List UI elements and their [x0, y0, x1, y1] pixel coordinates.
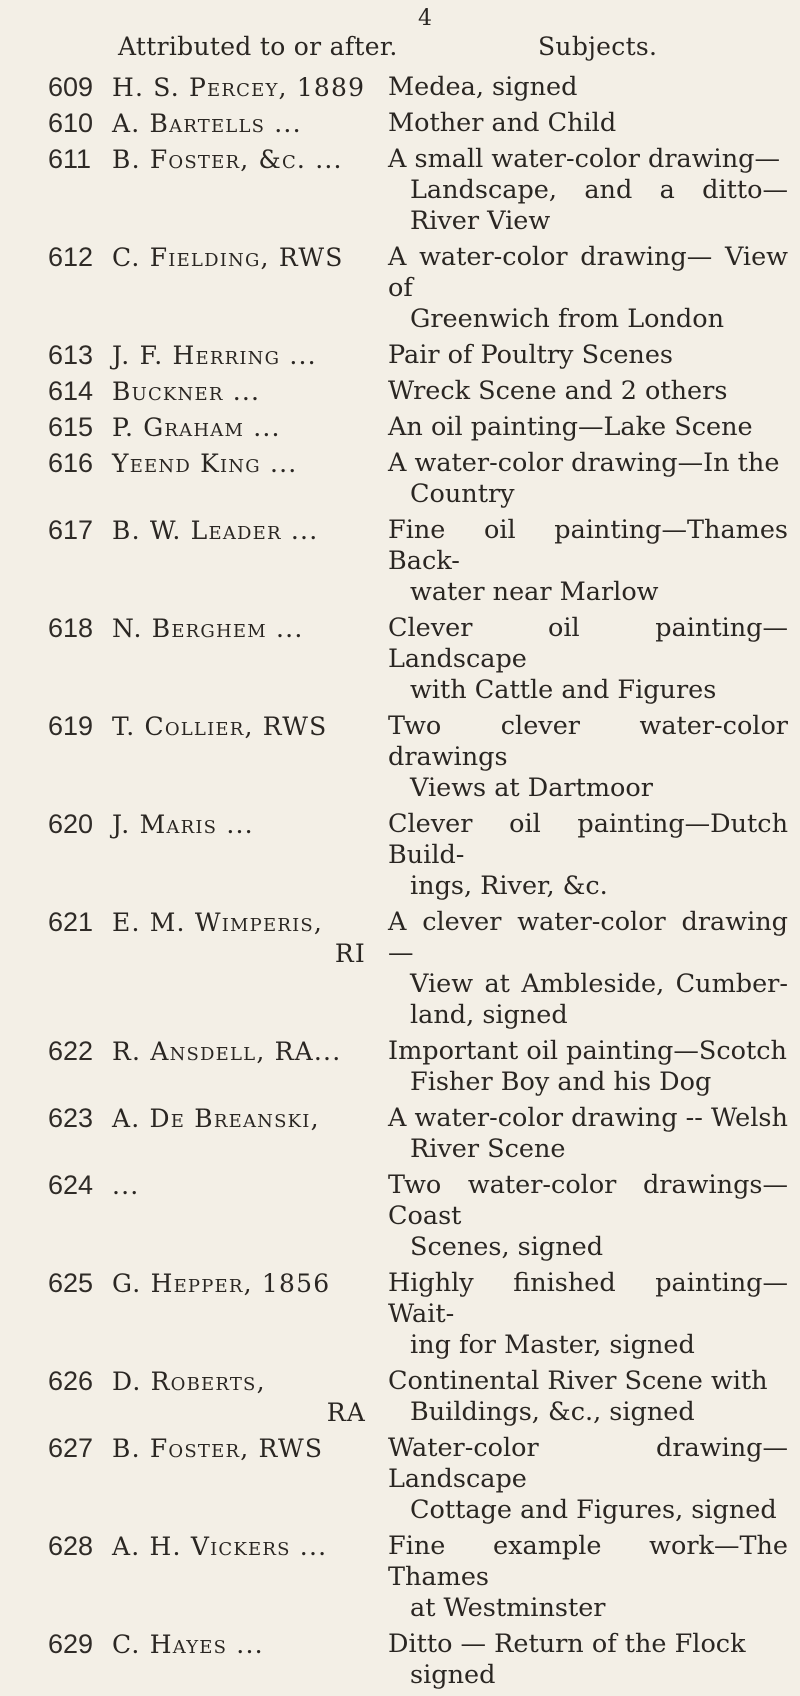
lot-subject-continuation: signed: [410, 1660, 496, 1690]
lot-entry: [0, 1366, 800, 1428]
lot-number: 622: [48, 1036, 94, 1066]
lot-subject: [388, 448, 788, 510]
lot-subject: [388, 242, 788, 335]
lot-subject: [388, 613, 788, 706]
lot-subject-line: A clever water-color drawing—: [388, 907, 788, 968]
lot-artist: [112, 613, 384, 644]
lot-subject: [388, 108, 788, 139]
lot-artist: [112, 1036, 384, 1067]
lot-entry: [0, 1036, 800, 1098]
lot-subject-line: A water-color drawing— View of: [388, 242, 788, 303]
lot-subject-continuation: Views at Dartmoor: [410, 773, 653, 803]
lot-number: 617: [48, 515, 94, 545]
lot-subject-line: Highly finished painting—Wait-: [388, 1268, 788, 1329]
lot-subject-line: A small water-color drawing—: [388, 144, 780, 174]
lot-number: 621: [48, 907, 94, 937]
lot-subject: [388, 1366, 788, 1428]
lot-subject: [388, 1170, 788, 1263]
lot-entry: [0, 242, 800, 335]
lot-number: 620: [48, 809, 94, 839]
lot-entry: [0, 1103, 800, 1165]
lot-entry: [0, 376, 800, 407]
lot-entry: [0, 1170, 800, 1263]
lot-number: 610: [48, 108, 94, 138]
lot-artist-name: J. F. Herring ...: [112, 341, 317, 370]
lot-number: 615: [48, 412, 94, 442]
lot-number: 627: [48, 1433, 94, 1463]
lot-subject: [388, 144, 788, 237]
lot-artist-name: Yeend King ...: [112, 449, 298, 478]
lot-number: 612: [48, 242, 94, 272]
lot-subject: [388, 907, 788, 1031]
lot-entry: [0, 340, 800, 371]
lot-subject-line: Two clever water-color drawings: [388, 711, 788, 772]
lot-subject-continuation: at Westminster: [410, 1593, 606, 1623]
lot-list: [0, 72, 800, 1696]
lot-subject: [388, 1103, 788, 1165]
lot-subject-continuation: Landscape, and a ditto—River View: [410, 175, 788, 236]
lot-subject: [388, 1531, 788, 1624]
lot-subject-continuation: with Cattle and Figures: [410, 675, 717, 705]
lot-artist: [112, 1366, 384, 1428]
lot-number: 613: [48, 340, 94, 370]
lot-entry: [0, 809, 800, 902]
lot-subject-continuation: Buildings, &c., signed: [410, 1397, 695, 1427]
lot-entry: [0, 515, 800, 608]
lot-artist-name: C. Hayes ...: [112, 1630, 264, 1659]
lot-artist-name: E. M. Wimperis,: [112, 908, 324, 937]
lot-artist: [112, 448, 384, 479]
lot-number: 618: [48, 613, 94, 643]
lot-subject: [388, 809, 788, 902]
lot-subject-line: Fine oil painting—Thames Back-: [388, 515, 788, 576]
lot-artist: [112, 1629, 384, 1660]
lot-number: 624: [48, 1170, 94, 1200]
lot-artist-name: H. S. Percey, 1889: [112, 73, 366, 102]
lot-subject-line: A water-color drawing -- Welsh: [388, 1103, 788, 1133]
lot-subject: [388, 340, 788, 371]
lot-artist: [112, 809, 384, 840]
lot-artist: [112, 144, 384, 175]
lot-entry: [0, 1433, 800, 1526]
lot-entry: [0, 412, 800, 443]
lot-subject: [388, 1036, 788, 1098]
lot-subject-line: Medea, signed: [388, 72, 578, 102]
lot-artist: [112, 1170, 384, 1201]
lot-subject: [388, 376, 788, 407]
lot-subject-continuation: View at Ambleside, Cumber- land, signed: [410, 969, 788, 1030]
lot-subject-line: Wreck Scene and 2 others: [388, 376, 728, 406]
column-heading-attributed: Attributed to or after.: [118, 32, 398, 61]
lot-artist-name: B. Foster, &c. ...: [112, 145, 343, 174]
lot-artist-name: A. De Breanski,: [112, 1104, 320, 1133]
lot-subject-line: Fine example work—The Thames: [388, 1531, 788, 1592]
lot-entry: [0, 907, 800, 1031]
lot-number: 611: [48, 144, 92, 174]
lot-subject-line: Two water-color drawings—Coast: [388, 1170, 788, 1231]
lot-artist-name: ...: [112, 1171, 140, 1200]
lot-entry: [0, 448, 800, 510]
lot-artist-name: J. Maris ...: [112, 810, 254, 839]
lot-subject-continuation: ing for Master, signed: [410, 1330, 695, 1360]
lot-number: 625: [48, 1268, 94, 1298]
lot-subject-line: Clever oil painting—Landscape: [388, 613, 788, 674]
lot-subject: [388, 1629, 788, 1691]
lot-artist-suffix: RA: [326, 1398, 366, 1427]
lot-subject-continuation: ings, River, &c.: [410, 871, 608, 901]
lot-subject-line: Important oil painting—Scotch: [388, 1036, 787, 1066]
lot-number: 626: [48, 1366, 94, 1396]
lot-artist: [112, 1433, 384, 1464]
lot-subject-continuation: Greenwich from London: [410, 304, 725, 334]
lot-artist: [112, 907, 384, 969]
lot-artist: [112, 340, 384, 371]
lot-artist-name: B. Foster, RWS: [112, 1434, 324, 1463]
lot-entry: [0, 108, 800, 139]
lot-artist-name: A. H. Vickers ...: [112, 1532, 328, 1561]
page-number: 4: [418, 6, 432, 31]
lot-subject-line: Continental River Scene with: [388, 1366, 768, 1396]
lot-subject: [388, 1433, 788, 1526]
lot-number: 628: [48, 1531, 94, 1561]
lot-number: 629: [48, 1629, 94, 1659]
lot-artist: [112, 515, 384, 546]
lot-artist-suffix: RI: [334, 939, 366, 968]
lot-number: 623: [48, 1103, 94, 1133]
lot-artist-name: G. Hepper, 1856: [112, 1269, 331, 1298]
lot-subject: [388, 72, 788, 103]
lot-artist-name: C. Fielding, RWS: [112, 243, 344, 272]
lot-subject: [388, 412, 788, 443]
lot-subject: [388, 711, 788, 804]
lot-artist: [112, 1103, 384, 1134]
lot-artist: [112, 1531, 384, 1562]
lot-subject-continuation: Fisher Boy and his Dog: [410, 1067, 712, 1097]
lot-artist-name: N. Berghem ...: [112, 614, 304, 643]
lot-subject-line: Water-color drawing—Landscape: [388, 1433, 788, 1494]
lot-artist-name: D. Roberts,: [112, 1367, 266, 1396]
lot-subject-continuation: Scenes, signed: [410, 1232, 604, 1262]
lot-artist: [112, 1268, 384, 1299]
lot-entry: [0, 1629, 800, 1691]
lot-entry: [0, 613, 800, 706]
lot-artist-name: B. W. Leader ...: [112, 516, 319, 545]
lot-subject-line: An oil painting—Lake Scene: [388, 412, 753, 442]
lot-number: 619: [48, 711, 94, 741]
lot-subject-continuation: River Scene: [410, 1134, 566, 1164]
lot-subject: [388, 515, 788, 608]
lot-subject-line: Mother and Child: [388, 108, 617, 138]
lot-subject-continuation: water near Marlow: [410, 577, 659, 607]
lot-subject-line: A water-color drawing—In the: [388, 448, 780, 478]
lot-artist: [112, 376, 384, 407]
lot-artist: [112, 108, 384, 139]
lot-artist: [112, 711, 384, 742]
lot-artist-name: T. Collier, RWS: [112, 712, 328, 741]
lot-entry: [0, 72, 800, 103]
lot-subject-continuation: Cottage and Figures, signed: [410, 1495, 777, 1525]
lot-artist: [112, 242, 384, 273]
lot-entry: [0, 1531, 800, 1624]
lot-entry: [0, 711, 800, 804]
column-heading-subjects: Subjects.: [538, 32, 658, 61]
lot-subject-continuation: Country: [410, 479, 515, 509]
lot-artist: [112, 72, 384, 103]
lot-subject-line: Ditto — Return of the Flock: [388, 1629, 746, 1659]
lot-number: 614: [48, 376, 94, 406]
lot-subject-line: Clever oil painting—Dutch Build-: [388, 809, 788, 870]
lot-number: 616: [48, 448, 94, 478]
lot-artist-name: Buckner ...: [112, 377, 261, 406]
lot-artist-name: P. Graham ...: [112, 413, 281, 442]
lot-entry: [0, 144, 800, 237]
lot-artist: [112, 412, 384, 443]
lot-artist-name: A. Bartells ...: [112, 109, 302, 138]
lot-number: 609: [48, 72, 94, 102]
lot-artist-name: R. Ansdell, RA...: [112, 1037, 342, 1066]
lot-subject-line: Pair of Poultry Scenes: [388, 340, 674, 370]
